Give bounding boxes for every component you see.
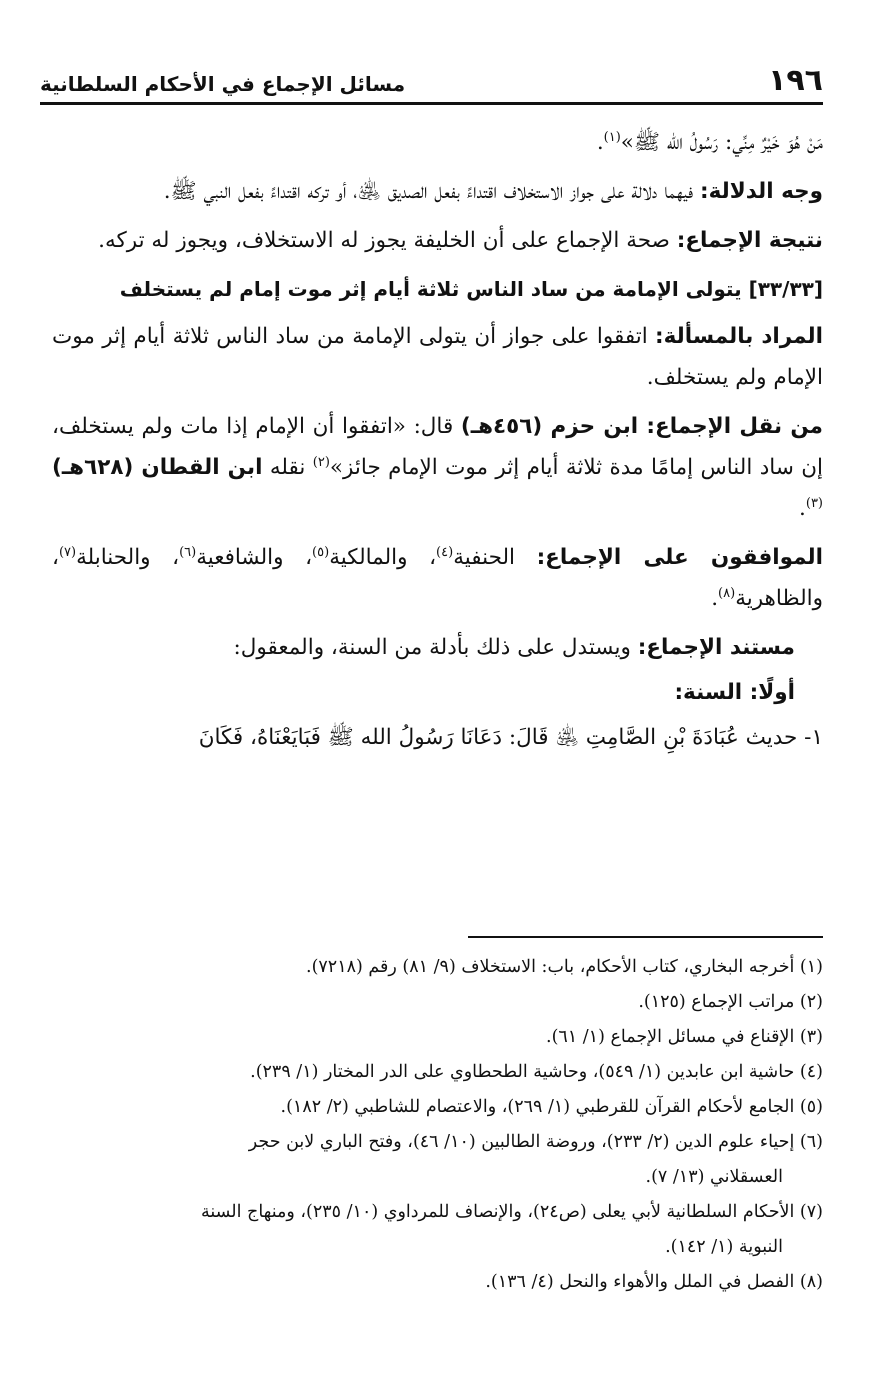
paragraph-label: وجه الدلالة: [700,179,823,204]
footnote: (٣) الإقناع في مسائل الإجماع (١/ ٦١). [546,1027,823,1047]
footnote: (٨) الفصل في الملل والأهواء والنحل (٤/ ١٣٦). [485,1272,823,1292]
footnote-ref: (٤) [436,544,454,560]
footnote-ref: (٦) [179,544,197,560]
footnote-ref: (٨) [718,585,736,601]
paragraph-basis: مستند الإجماع: ويستدل على ذلك بأدلة من السنة، والمعقول: [233,635,795,660]
paragraph-transmitter: من نقل الإجماع: ابن حزم (٤٥٦هـ) قال: «اتفقوا أن الإمام إذا مات ولم يستخلف، إن ساد الناس إمامًا مدة ثلاثة أيام إثر موت الإمام جائز»$^{(٢)}$ نقله ابن القطان (٦٢٨هـ)$^{(٣)}$. [52,414,823,521]
footnote: (٤) حاشية ابن عابدين (١/ ٥٤٩)، وحاشية الطحطاوي على الدر المختار (١/ ٢٣٩). [250,1062,823,1082]
paragraph-label: نتيجة الإجماع: [676,228,823,253]
paragraph-evidence: وجه الدلالة: فيهما دلالة على جواز الاستخلاف اقتداءً بفعل الصديق ﵁، أو تركه اقتداءً بفعل النبي ﷺ. [163,179,823,204]
paragraph-label: مستند الإجماع: [637,635,795,660]
section-heading: [٣٣/٣٣] يتولى الإمامة من ساد الناس ثلاثة أيام إثر موت إمام لم يستخلف [119,277,823,301]
footnote: (٦) إحياء علوم الدين (٢/ ٢٣٣)، وروضة الطالبين (١٠/ ٤٦)، وفتح الباري لابن حجر العسقلاني (١٣/ ٧). [52,1125,823,1195]
paragraph-hadith-ubada: ١- حديث عُبَادَةَ بْنِ الصَّامِتِ ﵁ قَالَ: دَعَانَا رَسُولُ الله ﷺ فَبَايَعْنَاهُ، فَكَانَ [198,725,823,750]
paragraph-label: من نقل الإجماع: ابن حزم (٤٥٦هـ) [460,414,823,439]
footnote-continuation: العسقلاني (١٣/ ٧). [645,1167,783,1187]
running-title: مسائل الإجماع في الأحكام السلطانية [40,72,406,96]
footnote: (٢) مراتب الإجماع (١٢٥). [638,992,823,1012]
main-text [52,122,823,766]
paragraph-hadith-end: مَنْ هُوَ خَيْرٌ مِنِّي: رَسُولُ الله ﷺ»$^{(١)}$. [596,129,823,155]
paragraph-meaning: المراد بالمسألة: اتفقوا على جواز أن يتولى الإمامة من ساد الناس ثلاثة أيام إثر موت الإمام ولم يستخلف. [52,324,823,390]
footnote-ref: (٢) [312,454,330,470]
page-header [40,58,823,105]
paragraph-result: نتيجة الإجماع: صحة الإجماع على أن الخليفة يجوز له الاستخلاف، ويجوز له تركه. [98,228,823,253]
subheading-sunnah [52,672,823,713]
footnote-ref: (٣) [805,495,823,511]
footnote-separator [468,936,823,938]
footnote: (٧) الأحكام السلطانية لأبي يعلى (ص٢٤)، والإنصاف للمرداوي (١٠/ ٢٣٥)، ومنهاج السنة النبوية (١/ ١٤٢). [52,1195,823,1265]
paragraph-agreeing: الموافقون على الإجماع: الحنفية$^{(٤)}$، والمالكية$^{(٥)}$، والشافعية$^{(٦)}$، والحنابلة$^{(٧)}$، والظاهرية$^{(٨)}$. [52,544,823,611]
footnotes [52,950,823,1300]
footnote-ref: (٥) [312,544,330,560]
paragraph-label: أولًا: السنة: [674,680,795,705]
footnote: (٥) الجامع لأحكام القرآن للقرطبي (١/ ٢٦٩)، والاعتصام للشاطبي (٢/ ١٨٢). [280,1097,823,1117]
footnote-ref: (٧) [58,544,77,560]
paragraph-label: ابن القطان (٦٢٨هـ) [52,455,263,480]
paragraph-label: الموافقون على الإجماع: [536,545,823,570]
paragraph-label: المراد بالمسألة: [655,324,823,349]
page-number: ١٩٦ [768,63,823,98]
footnote-ref: (١) [603,129,621,145]
footnote: (١) أخرجه البخاري، كتاب الأحكام، باب: الاستخلاف (٩/ ٨١) رقم (٧٢١٨). [306,957,823,977]
footnote-continuation: النبوية (١/ ١٤٢). [665,1237,783,1257]
